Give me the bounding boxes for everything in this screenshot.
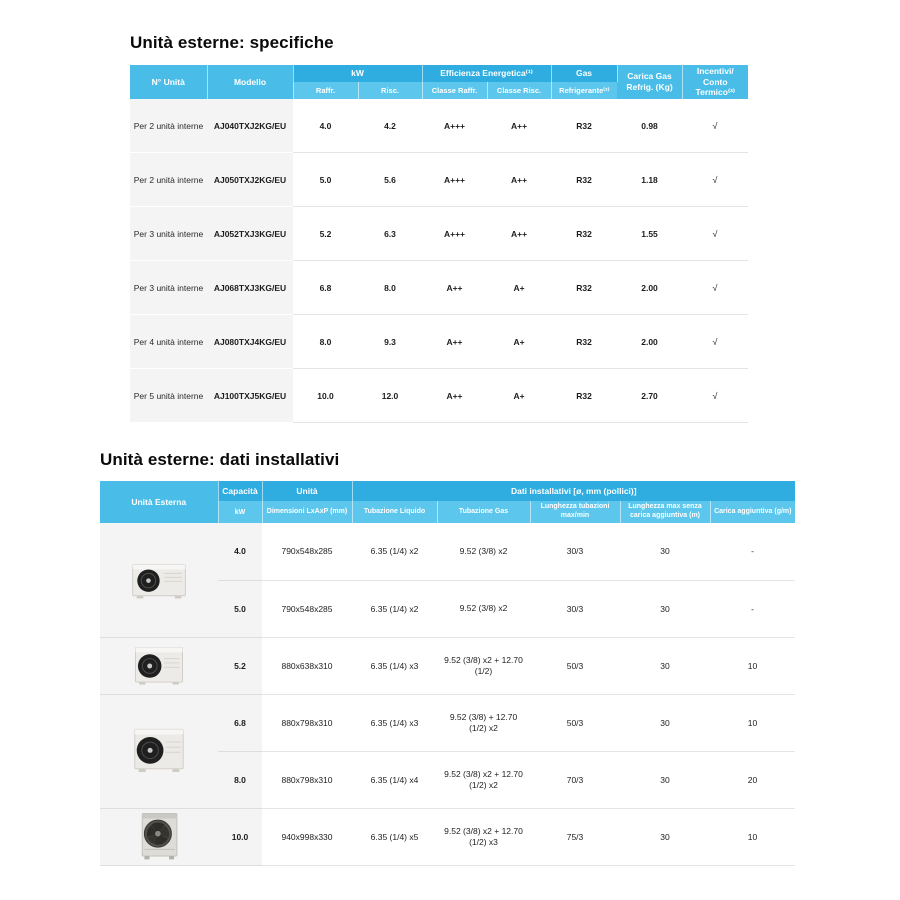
- col-header-incentivi: Incentivi/ Conto Termico⁽³⁾: [682, 65, 748, 99]
- col-subheader-kw: kW: [218, 501, 262, 523]
- cell-gas: R32: [551, 207, 617, 261]
- cell-tubazione-gas: 9.52 (3/8) x2 + 12.70 (1/2) x3: [437, 808, 530, 865]
- cell-lunghezza-tubazioni: 70/3: [530, 751, 620, 808]
- cell-capacita: 5.2: [218, 637, 262, 694]
- cell-classe-risc: A+: [487, 369, 551, 423]
- cell-tubazione-liquido: 6.35 (1/4) x4: [352, 751, 437, 808]
- table-row: [130, 261, 748, 315]
- cell-gas: R32: [551, 315, 617, 369]
- cell-tubazione-liquido: 6.35 (1/4) x3: [352, 637, 437, 694]
- check-mark: √: [682, 261, 748, 315]
- col-subheader-risc: Risc.: [358, 82, 422, 99]
- cell-lunghezza-tubazioni: 50/3: [530, 637, 620, 694]
- cell-carica: 1.55: [617, 207, 682, 261]
- cell-lunghezza-max: 30: [620, 808, 710, 865]
- cell-modello: AJ040TXJ2KG/EU: [207, 99, 293, 153]
- cell-tubazione-liquido: 6.35 (1/4) x3: [352, 694, 437, 751]
- cell-carica: 0.98: [617, 99, 682, 153]
- cell-dimensioni: 880x798x310: [262, 751, 352, 808]
- cell-lunghezza-max: 30: [620, 751, 710, 808]
- col-header-n-unita: N° Unità: [130, 65, 207, 99]
- cell-carica-aggiuntiva: 10: [710, 637, 795, 694]
- col-header-modello: Modello: [207, 65, 293, 99]
- check-mark: √: [682, 153, 748, 207]
- col-header-kw: kW: [293, 65, 422, 82]
- cell-capacita: 8.0: [218, 751, 262, 808]
- cell-lunghezza-tubazioni: 50/3: [530, 694, 620, 751]
- cell-lunghezza-tubazioni: 30/3: [530, 580, 620, 637]
- table-row: [100, 523, 795, 580]
- cell-gas: R32: [551, 261, 617, 315]
- cell-classe-raff: A+++: [422, 153, 487, 207]
- cell-carica: 2.00: [617, 315, 682, 369]
- cell-classe-risc: A+: [487, 261, 551, 315]
- check-mark: √: [682, 207, 748, 261]
- col-header-dati-installativi-banner: Dati installativi [ø, mm (pollici)]: [352, 481, 795, 501]
- cell-capacita: 10.0: [218, 808, 262, 865]
- cell-classe-raff: A+++: [422, 99, 487, 153]
- cell-gas: R32: [551, 153, 617, 207]
- cell-classe-raff: A++: [422, 369, 487, 423]
- cell-classe-risc: A++: [487, 207, 551, 261]
- cell-tubazione-gas: 9.52 (3/8) + 12.70 (1/2) x2: [437, 694, 530, 751]
- col-subheader-dimensioni: Dimensioni LxAxP (mm): [262, 501, 352, 523]
- cell-n-unita: Per 5 unità interne: [130, 369, 207, 423]
- col-subheader-refrigerante: Refrigerante⁽²⁾: [551, 82, 617, 99]
- cell-n-unita: Per 2 unità interne: [130, 153, 207, 207]
- cell-dimensioni: 880x638x310: [262, 637, 352, 694]
- outdoor-unit-image-large: [100, 694, 218, 808]
- outdoor-unit-image-tall: [100, 808, 218, 865]
- cell-dimensioni: 880x798x310: [262, 694, 352, 751]
- section1-title: Unità esterne: specifiche: [130, 33, 334, 52]
- cell-n-unita: Per 2 unità interne: [130, 99, 207, 153]
- cell-kw-raff: 5.2: [293, 207, 358, 261]
- cell-carica: 1.18: [617, 153, 682, 207]
- cell-kw-risc: 6.3: [358, 207, 422, 261]
- cell-kw-raff: 10.0: [293, 369, 358, 423]
- cell-tubazione-gas: 9.52 (3/8) x2: [437, 580, 530, 637]
- cell-modello: AJ050TXJ2KG/EU: [207, 153, 293, 207]
- section2-title: Unità esterne: dati installativi: [100, 450, 340, 469]
- cell-carica-aggiuntiva: 20: [710, 751, 795, 808]
- cell-n-unita: Per 3 unità interne: [130, 261, 207, 315]
- cell-carica-aggiuntiva: -: [710, 523, 795, 580]
- cell-kw-risc: 12.0: [358, 369, 422, 423]
- cell-classe-risc: A+: [487, 315, 551, 369]
- col-header-gas: Gas: [551, 65, 617, 82]
- outdoor-unit-image-medium: [100, 637, 218, 694]
- col-header-unita-esterna: Unità Esterna: [100, 481, 218, 523]
- col-subheader-tubazione-liquido: Tubazione Liquido: [352, 501, 437, 523]
- cell-dimensioni: 790x548x285: [262, 523, 352, 580]
- check-mark: √: [682, 99, 748, 153]
- cell-kw-raff: 6.8: [293, 261, 358, 315]
- cell-tubazione-liquido: 6.35 (1/4) x2: [352, 580, 437, 637]
- col-header-carica-gas: Carica Gas Refrig. (Kg): [617, 65, 682, 99]
- cell-tubazione-liquido: 6.35 (1/4) x2: [352, 523, 437, 580]
- cell-lunghezza-tubazioni: 75/3: [530, 808, 620, 865]
- table-row: [130, 99, 748, 153]
- col-subheader-tubazione-gas: Tubazione Gas: [437, 501, 530, 523]
- table-row: [100, 694, 795, 751]
- cell-lunghezza-tubazioni: 30/3: [530, 523, 620, 580]
- cell-modello: AJ080TXJ4KG/EU: [207, 315, 293, 369]
- cell-modello: AJ052TXJ3KG/EU: [207, 207, 293, 261]
- col-header-unita: Unità: [262, 481, 352, 501]
- cell-gas: R32: [551, 99, 617, 153]
- install-data-table: [100, 481, 795, 866]
- cell-gas: R32: [551, 369, 617, 423]
- cell-tubazione-gas: 9.52 (3/8) x2: [437, 523, 530, 580]
- cell-modello: AJ100TXJ5KG/EU: [207, 369, 293, 423]
- table-row: [100, 808, 795, 865]
- col-subheader-lunghezza-tubazioni: Lunghezza tubazioni max/min: [530, 501, 620, 523]
- outdoor-unit-image-small: [100, 523, 218, 637]
- cell-carica-aggiuntiva: 10: [710, 694, 795, 751]
- table-row: [130, 207, 748, 261]
- cell-capacita: 6.8: [218, 694, 262, 751]
- cell-tubazione-gas: 9.52 (3/8) x2 + 12.70 (1/2): [437, 637, 530, 694]
- cell-carica: 2.00: [617, 261, 682, 315]
- cell-classe-risc: A++: [487, 99, 551, 153]
- col-subheader-lunghezza-max: Lunghezza max senza carica aggiuntiva (m): [620, 501, 710, 523]
- col-header-capacita: Capacità: [218, 481, 262, 501]
- col-subheader-carica-aggiuntiva: Carica aggiuntiva (g/m): [710, 501, 795, 523]
- cell-classe-risc: A++: [487, 153, 551, 207]
- cell-kw-raff: 8.0: [293, 315, 358, 369]
- cell-carica-aggiuntiva: 10: [710, 808, 795, 865]
- cell-kw-risc: 9.3: [358, 315, 422, 369]
- col-subheader-raff: Raffr.: [293, 82, 358, 99]
- check-mark: √: [682, 315, 748, 369]
- cell-capacita: 4.0: [218, 523, 262, 580]
- cell-tubazione-liquido: 6.35 (1/4) x5: [352, 808, 437, 865]
- cell-classe-raff: A++: [422, 315, 487, 369]
- cell-n-unita: Per 4 unità interne: [130, 315, 207, 369]
- cell-classe-raff: A+++: [422, 207, 487, 261]
- cell-kw-risc: 4.2: [358, 99, 422, 153]
- cell-lunghezza-max: 30: [620, 523, 710, 580]
- cell-classe-raff: A++: [422, 261, 487, 315]
- cell-n-unita: Per 3 unità interne: [130, 207, 207, 261]
- cell-dimensioni: 790x548x285: [262, 580, 352, 637]
- cell-capacita: 5.0: [218, 580, 262, 637]
- cell-kw-risc: 8.0: [358, 261, 422, 315]
- cell-carica: 2.70: [617, 369, 682, 423]
- cell-carica-aggiuntiva: -: [710, 580, 795, 637]
- cell-lunghezza-max: 30: [620, 694, 710, 751]
- col-header-efficienza: Efficienza Energetica⁽¹⁾: [422, 65, 551, 82]
- cell-kw-raff: 4.0: [293, 99, 358, 153]
- table-row: [130, 315, 748, 369]
- cell-dimensioni: 940x998x330: [262, 808, 352, 865]
- check-mark: √: [682, 369, 748, 423]
- cell-tubazione-gas: 9.52 (3/8) x2 + 12.70 (1/2) x2: [437, 751, 530, 808]
- table-row: [100, 637, 795, 694]
- cell-kw-raff: 5.0: [293, 153, 358, 207]
- specs-table: [130, 65, 748, 423]
- cell-kw-risc: 5.6: [358, 153, 422, 207]
- cell-modello: AJ068TXJ3KG/EU: [207, 261, 293, 315]
- col-subheader-classe-raff: Classe Raffr.: [422, 82, 487, 99]
- col-subheader-classe-risc: Classe Risc.: [487, 82, 551, 99]
- cell-lunghezza-max: 30: [620, 580, 710, 637]
- table-row: [130, 369, 748, 423]
- cell-lunghezza-max: 30: [620, 637, 710, 694]
- table-row: [130, 153, 748, 207]
